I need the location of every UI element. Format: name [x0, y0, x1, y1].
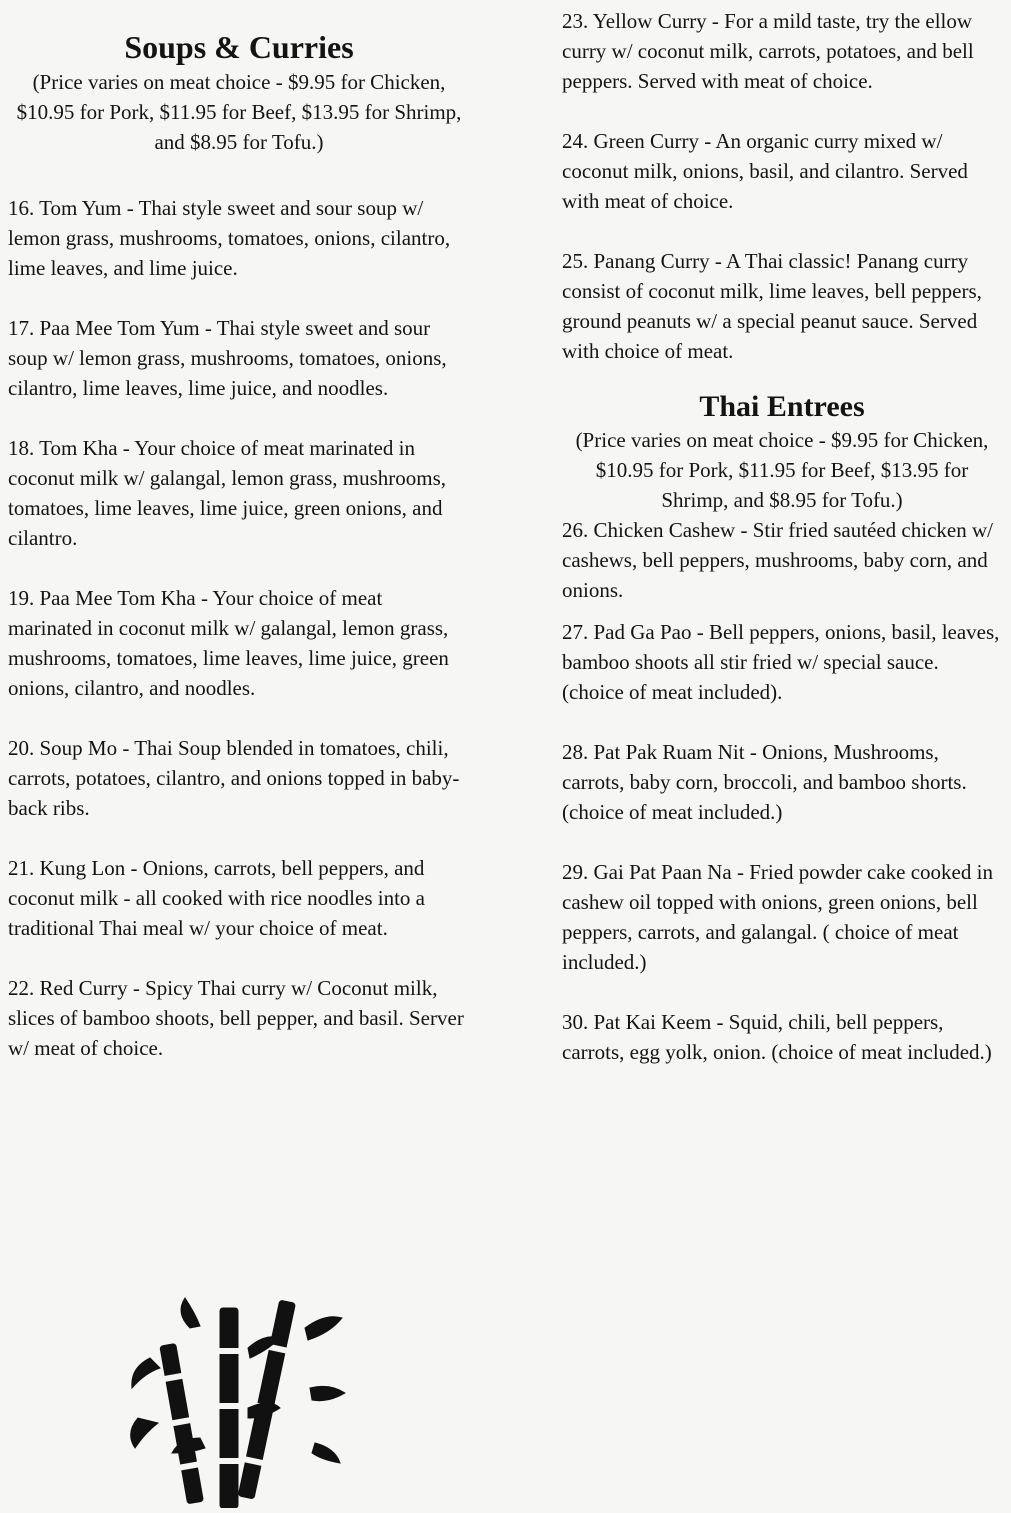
- left-column: [8, 0, 470, 1093]
- menu-item-24: 24. Green Curry - An organic curry mixed w/ coconut milk, onions, basil, and cilantro. Served with meat of choice.: [562, 129, 968, 213]
- menu-item-19: 19. Paa Mee Tom Kha - Your choice of meat marinated in coconut milk w/ galangal, lemon grass, mushrooms, tomatoes, lime leaves, lime juice, green onions, cilantro, and noodles.: [8, 586, 449, 701]
- menu-item-26: 26. Chicken Cashew - Stir fried sautéed chicken w/ cashews, bell peppers, mushrooms, baby corn, and onions.: [562, 518, 993, 602]
- soups-curries-title: Soups & Curries: [124, 29, 354, 65]
- menu-item-18: 18. Tom Kha - Your choice of meat marinated in coconut milk w/ galangal, lemon grass, mushrooms, tomatoes, lime leaves, lime juice, green onions, and cilantro.: [8, 436, 447, 551]
- menu-item-27: 27. Pad Ga Pao - Bell peppers, onions, basil, leaves, bamboo shoots all stir fried w/ special sauce. (choice of meat included).: [562, 620, 1000, 704]
- menu-item-21: 21. Kung Lon - Onions, carrots, bell peppers, and coconut milk - all cooked with rice noodles into a traditional Thai meal w/ your choice of meat.: [8, 856, 425, 941]
- menu-item-28: 28. Pat Pak Ruam Nit - Onions, Mushrooms, carrots, baby corn, broccoli, and bamboo shorts. (choice of meat included.): [562, 740, 967, 824]
- menu-item-20: 20. Soup Mo - Thai Soup blended in tomatoes, chili, carrots, potatoes, cilantro, and onions topped in baby-back ribs.: [8, 736, 460, 821]
- menu-item-17: 17. Paa Mee Tom Yum - Thai style sweet and sour soup w/ lemon grass, mushrooms, tomatoes, onions, cilantro, lime leaves, lime juice, and noodles.: [8, 316, 447, 401]
- menu-item-22: 22. Red Curry - Spicy Thai curry w/ Coconut milk, slices of bamboo shoots, bell pepper, and basil. Server w/ meat of choice.: [8, 976, 464, 1061]
- bamboo-illustration-icon: [130, 1288, 350, 1513]
- menu-item-16: 16. Tom Yum - Thai style sweet and sour soup w/ lemon grass, mushrooms, tomatoes, onions, cilantro, lime leaves, and lime juice.: [8, 196, 451, 281]
- thai-entrees-title: Thai Entrees: [699, 390, 865, 423]
- menu-item-23: 23. Yellow Curry - For a mild taste, try the ellow curry w/ coconut milk, carrots, potatoes, and bell peppers. Served with meat of choice.: [562, 9, 974, 93]
- right-column: [562, 0, 1002, 1067]
- soups-price-note: (Price varies on meat choice - $9.95 for Chicken, $10.95 for Pork, $11.95 for Beef, $13.95 for Shrimp, and $8.95 for Tofu.): [16, 70, 462, 155]
- menu-item-29: 29. Gai Pat Paan Na - Fried powder cake cooked in cashew oil topped with onions, green onions, bell peppers, carrots, and galangal. ( choice of meat included.): [562, 860, 993, 974]
- entrees-price-note: (Price varies on meat choice - $9.95 for Chicken, $10.95 for Pork, $11.95 for Beef, $13.95 for Shrimp, and $8.95 for Tofu.): [575, 428, 989, 512]
- menu-item-30: 30. Pat Kai Keem - Squid, chili, bell peppers, carrots, egg yolk, onion. (choice of meat included.): [562, 1010, 992, 1064]
- menu-item-25: 25. Panang Curry - A Thai classic! Panang curry consist of coconut milk, lime leaves, bell peppers, ground peanuts w/ a special peanut sauce. Served with choice of meat.: [562, 249, 982, 363]
